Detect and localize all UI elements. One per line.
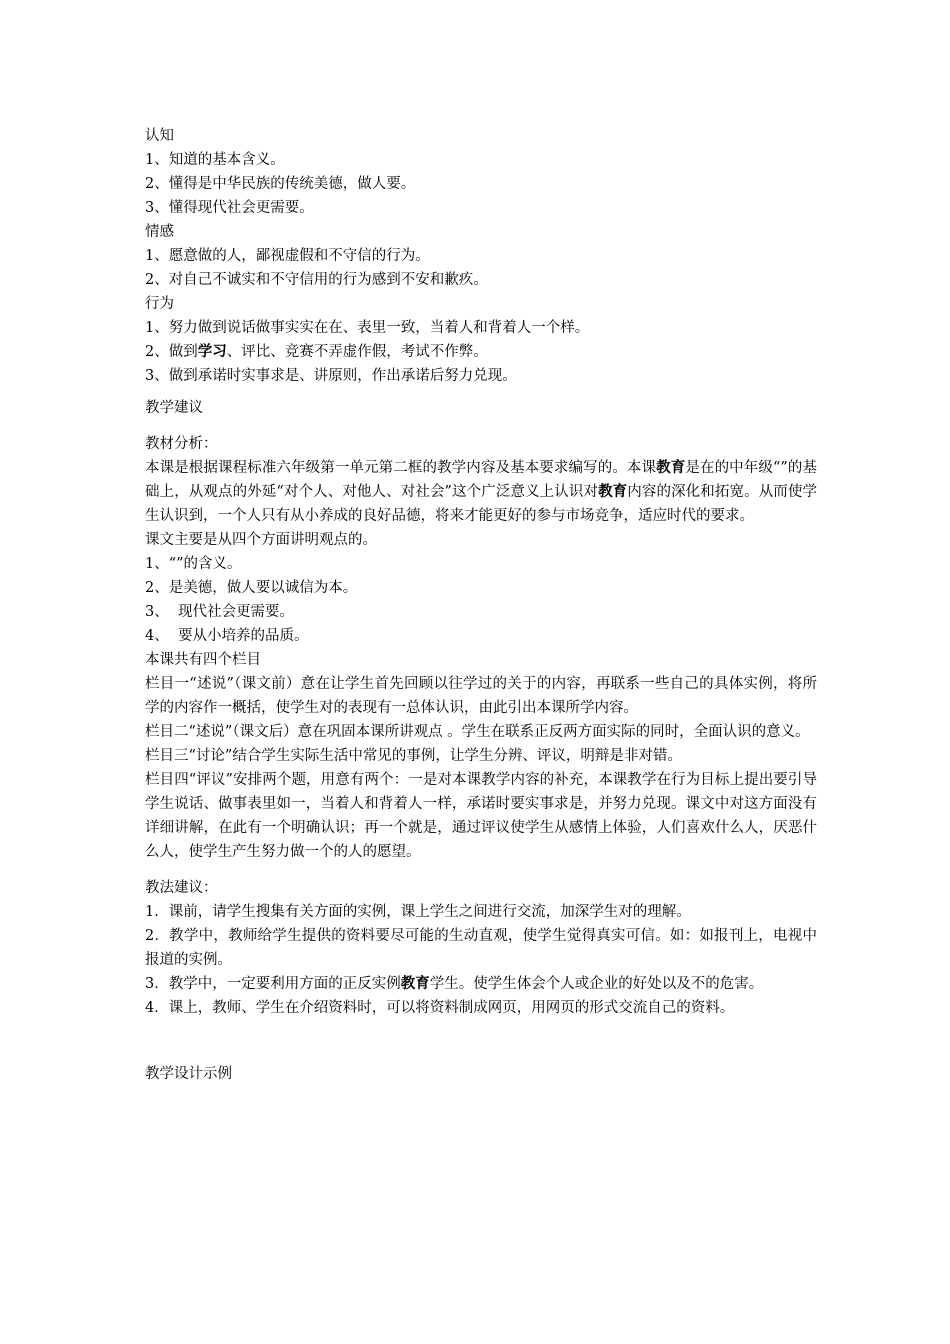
- material-text-d: 内容的深化和拓宽。从而使学生认识到，一个人只有从小养成的良好品德，将来才能更好的参与市场竞争，适应时代的要求。: [145, 484, 817, 524]
- method-suggestions-heading: 教法建议：: [145, 880, 218, 896]
- emotion-item-2: 2、对自己不诚实和不守信用的行为感到不安和歉疚。: [145, 272, 488, 288]
- method-3-text-a: 3．教学中，一定要利用方面的正反实例: [145, 976, 401, 992]
- behavior-item-2: [145, 340, 817, 364]
- behavior-item-2-suffix: 、评比、竞赛不弄虚作假，考试不作弊。: [226, 344, 488, 360]
- cognition-item-1: 1、知道的基本含义。: [145, 152, 285, 168]
- method-suggestion-3: [145, 972, 817, 996]
- material-analysis-paragraph: [145, 456, 817, 528]
- study-link-text: 学习: [197, 343, 227, 360]
- behavior-item-1: 1、努力做到说话做事实实在在、表里一致，当着人和背着人一个样。: [145, 320, 590, 336]
- column-1-paragraph: 栏目一“述说”（课文前）意在让学生首先回顾以往学过的关于的内容，再联系一些自己的具体实例，将所学的内容作一概括，使学生对的表现有一总体认识，由此引出本课所学内容。: [145, 676, 817, 716]
- document-page: [145, 124, 817, 1086]
- method-suggestion-4: 4．课上，教师、学生在介绍资料时，可以将资料制成网页，用网页的形式交流自己的资料。: [145, 1000, 735, 1016]
- point-2: 2、是美德，做人要以诚信为本。: [145, 580, 358, 596]
- education-bold-3: 教育: [400, 975, 430, 992]
- cognition-item-2: 2、懂得是中华民族的传统美德，做人要。: [145, 176, 416, 192]
- education-bold-1: 教育: [656, 459, 686, 476]
- behavior-heading: 行为: [145, 296, 174, 312]
- emotion-heading: 情感: [145, 224, 174, 240]
- point-1: 1、“”的含义。: [145, 556, 242, 572]
- point-3: 3、 现代社会更需要。: [145, 604, 294, 620]
- design-example-heading: 教学设计示例: [145, 1066, 232, 1082]
- material-text-a: 本课是根据课程标准六年级第一单元第二框的教学内容及基本要求编写的。本课: [145, 460, 657, 476]
- cognition-item-3: 3、懂得现代社会更需要。: [145, 200, 314, 216]
- columns-intro: 本课共有四个栏目: [145, 652, 261, 668]
- material-summary: 课文主要是从四个方面讲明观点的。: [145, 532, 377, 548]
- column-3-paragraph: 栏目三“讨论”结合学生实际生活中常见的事例，让学生分辨、评议，明辩是非对错。: [145, 748, 682, 764]
- material-text-c: 是在的中年级“”的基础上，从观点的外延“对个人、对他人、对社会”这个广泛意义上认识对: [145, 460, 818, 500]
- material-analysis-heading: 教材分析：: [145, 436, 218, 452]
- method-suggestion-2: 2．教学中，教师给学生提供的资料要尽可能的生动直观，使学生觉得真实可信。如：如报刊上，电视中报道的实例。: [145, 928, 817, 968]
- column-2-paragraph: 栏目二“述说”（课文后）意在巩固本课所讲观点 。学生在联系正反两方面实际的同时，全面认识的意义。: [145, 724, 810, 740]
- emotion-item-1: 1、愿意做的人，鄙视虚假和不守信的行为。: [145, 248, 430, 264]
- behavior-item-2-prefix: 2、做到: [145, 344, 198, 360]
- cognition-heading: 认知: [145, 128, 174, 144]
- method-suggestion-1: 1．课前，请学生搜集有关方面的实例，课上学生之间进行交流，加深学生对的理解。: [145, 904, 691, 920]
- method-3-text-c: 学生。使学生体会个人或企业的好处以及不的危害。: [429, 976, 764, 992]
- column-4-paragraph: 栏目四“评议”安排两个题，用意有两个：一是对本课教学内容的补充，本课教学在行为目标上提出要引导学生说话、做事表里如一，当着人和背着人一样，承诺时要实事求是，并努力兑现。课文中对这方面没有详细讲解，在此有一个明确认识；再一个就是，通过评议使学生从感情上体验，人们喜欢什么人，厌恶什么人，使学生产生努力做一个的人的愿望。: [145, 772, 817, 860]
- point-4: 4、 要从小培养的品质。: [145, 628, 309, 644]
- teaching-suggestions-heading: 教学建议: [145, 400, 203, 416]
- behavior-item-3: 3、做到承诺时实事求是、讲原则，作出承诺后努力兑现。: [145, 368, 517, 384]
- education-bold-2: 教育: [598, 483, 628, 500]
